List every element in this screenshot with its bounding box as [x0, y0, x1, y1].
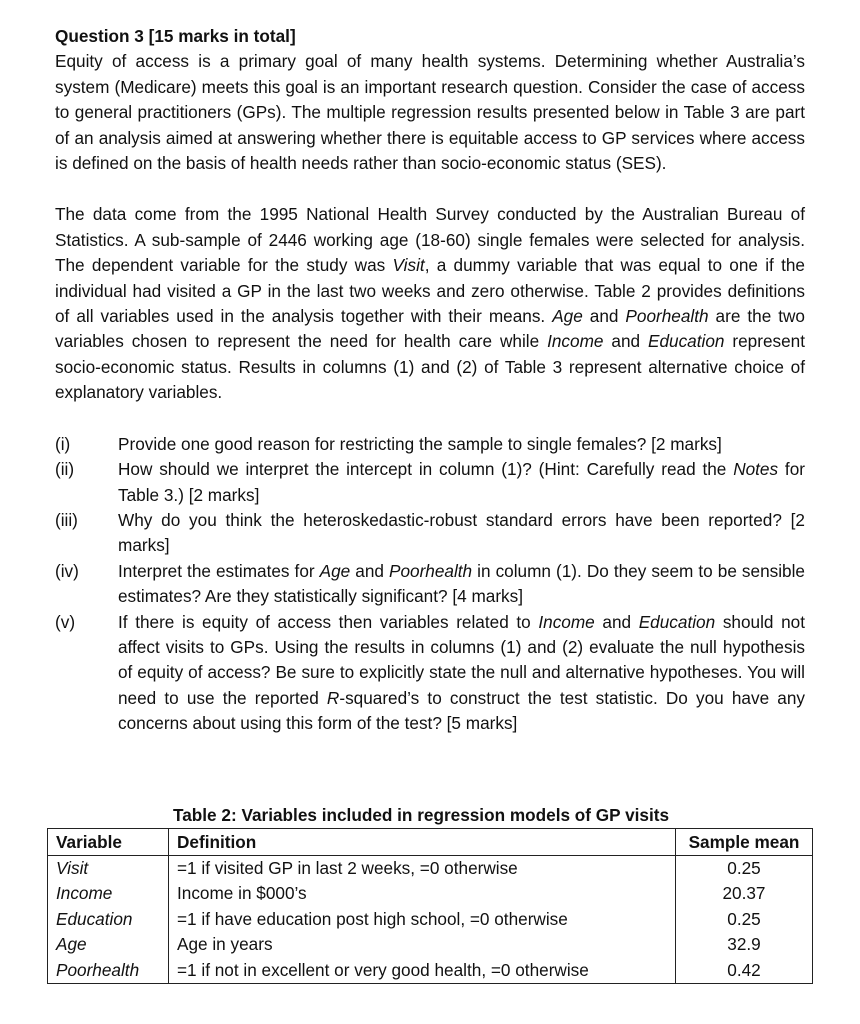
cell-variable: Poorhealth [48, 958, 169, 984]
part-text: Why do you think the heteroskedastic-robust standard errors have been reported? [2 marks] [118, 509, 805, 556]
data-text: are the two variables chosen to represent the need for health care while [55, 306, 805, 352]
data-text: and [582, 306, 626, 327]
question-title: Question 3 [15 marks in total] [55, 26, 296, 46]
variables-table [47, 828, 813, 984]
question-parts [55, 432, 805, 737]
visit-term: Visit [392, 255, 425, 276]
part-text [118, 457, 805, 508]
table-row [48, 958, 813, 984]
question-page [55, 24, 805, 737]
age-term: Age [552, 306, 583, 327]
part-number: (iii) [55, 509, 78, 530]
part-text [118, 559, 805, 610]
question-part-iv [55, 559, 805, 610]
cell-definition: Income in $000’s [169, 881, 676, 906]
question-part-ii [55, 457, 805, 508]
part-text-segment: and [350, 560, 389, 581]
data-text: represent socio-economic status. Results in columns (1) and (2) of Table 3 represent alternative choice of explanatory variables. [55, 331, 805, 403]
part-number: (v) [55, 611, 76, 632]
header-sample-mean: Sample mean [676, 829, 813, 856]
cell-mean: 20.37 [722, 883, 766, 904]
data-text: and [603, 331, 648, 352]
cell-definition: Age in years [169, 932, 676, 957]
part-number: (i) [55, 433, 71, 454]
question-part-v [55, 610, 805, 737]
data-text: The data come from the 1995 National Health Survey conducted by the Australian Bureau of Statistics. A sub-sample of 2446 working age (18-60) single females were selected for analysis. The dependent variable for the study was [55, 204, 805, 276]
data-paragraph [55, 202, 805, 405]
part-text-italic: Income [538, 611, 595, 632]
table-row [48, 881, 813, 906]
cell-definition: =1 if not in excellent or very good health, =0 otherwise [169, 958, 676, 984]
part-number: (ii) [55, 459, 75, 480]
header-variable: Variable [48, 829, 169, 856]
table-row [48, 856, 813, 882]
cell-variable: Education [48, 907, 169, 932]
part-text-italic: Education [638, 611, 716, 632]
part-text-segment: should not affect visits to GPs. Using the results in columns (1) and (2) evaluate the null hypothesis of equity of access? Be sure to explicitly state the null and alternative hypotheses. You will need to use the reported [118, 611, 805, 708]
part-text-segment: Interpret the estimates for [118, 560, 320, 581]
cell-definition: =1 if visited GP in last 2 weeks, =0 otherwise [169, 856, 676, 882]
part-text-italic: R [326, 687, 340, 708]
part-text-segment: for Table 3.) [2 marks] [118, 459, 805, 505]
poorhealth-term: Poorhealth [625, 306, 709, 327]
cell-mean: 0.25 [727, 858, 761, 878]
part-text-segment: -squared’s to construct the test statistic. Do you have any concerns about using this form of the test? [5 marks] [118, 687, 805, 734]
part-text-segment: If there is equity of access then variables related to [118, 611, 539, 632]
income-term: Income [547, 331, 604, 352]
part-text-italic: Poorhealth [388, 560, 473, 581]
cell-variable: Age [48, 932, 169, 957]
part-text-segment: in column (1). Do they seem to be sensible estimates? Are they statistically significant? [4 marks] [118, 560, 805, 607]
part-text [118, 610, 805, 737]
table-row [48, 932, 813, 957]
part-number: (iv) [55, 560, 79, 581]
table-caption: Table 2: Variables included in regression models of GP visits [173, 805, 670, 825]
part-text-italic: Notes [733, 459, 779, 480]
cell-mean: 0.25 [727, 908, 761, 929]
cell-variable: Income [48, 881, 169, 906]
table-row [48, 907, 813, 932]
part-text-segment: and [594, 611, 639, 632]
cell-variable: Visit [48, 856, 169, 882]
table-header-row [48, 829, 813, 856]
table-2 [47, 802, 813, 984]
cell-mean: 32.9 [727, 934, 761, 955]
question-part-i [55, 432, 805, 457]
part-text-italic: Age [319, 560, 351, 581]
part-text: Provide one good reason for restricting the sample to single females? [2 marks] [118, 433, 722, 454]
header-definition: Definition [169, 829, 676, 856]
cell-definition: =1 if have education post high school, =0 otherwise [169, 907, 676, 932]
cell-mean: 0.42 [727, 959, 761, 980]
intro-paragraph: Equity of access is a primary goal of many health systems. Determining whether Australia’s system (Medicare) meets this goal is an important research question. Consider the case of access to general practitioners (GPs). The multiple regression results presented below in Table 3 are part of an analysis aimed at answering whether there is equitable access to GP services where access is defined on the basis of health needs rather than socio-economic status (SES). [55, 51, 805, 174]
data-text: , a dummy variable that was equal to one if the individual had visited a GP in the last two weeks and zero otherwise. Table 2 provides definitions of all variables used in the analysis together with their means. [55, 255, 805, 327]
question-part-iii [55, 508, 805, 559]
part-text-segment: How should we interpret the intercept in column (1)? (Hint: Carefully read the [118, 459, 734, 480]
education-term: Education [648, 331, 725, 352]
